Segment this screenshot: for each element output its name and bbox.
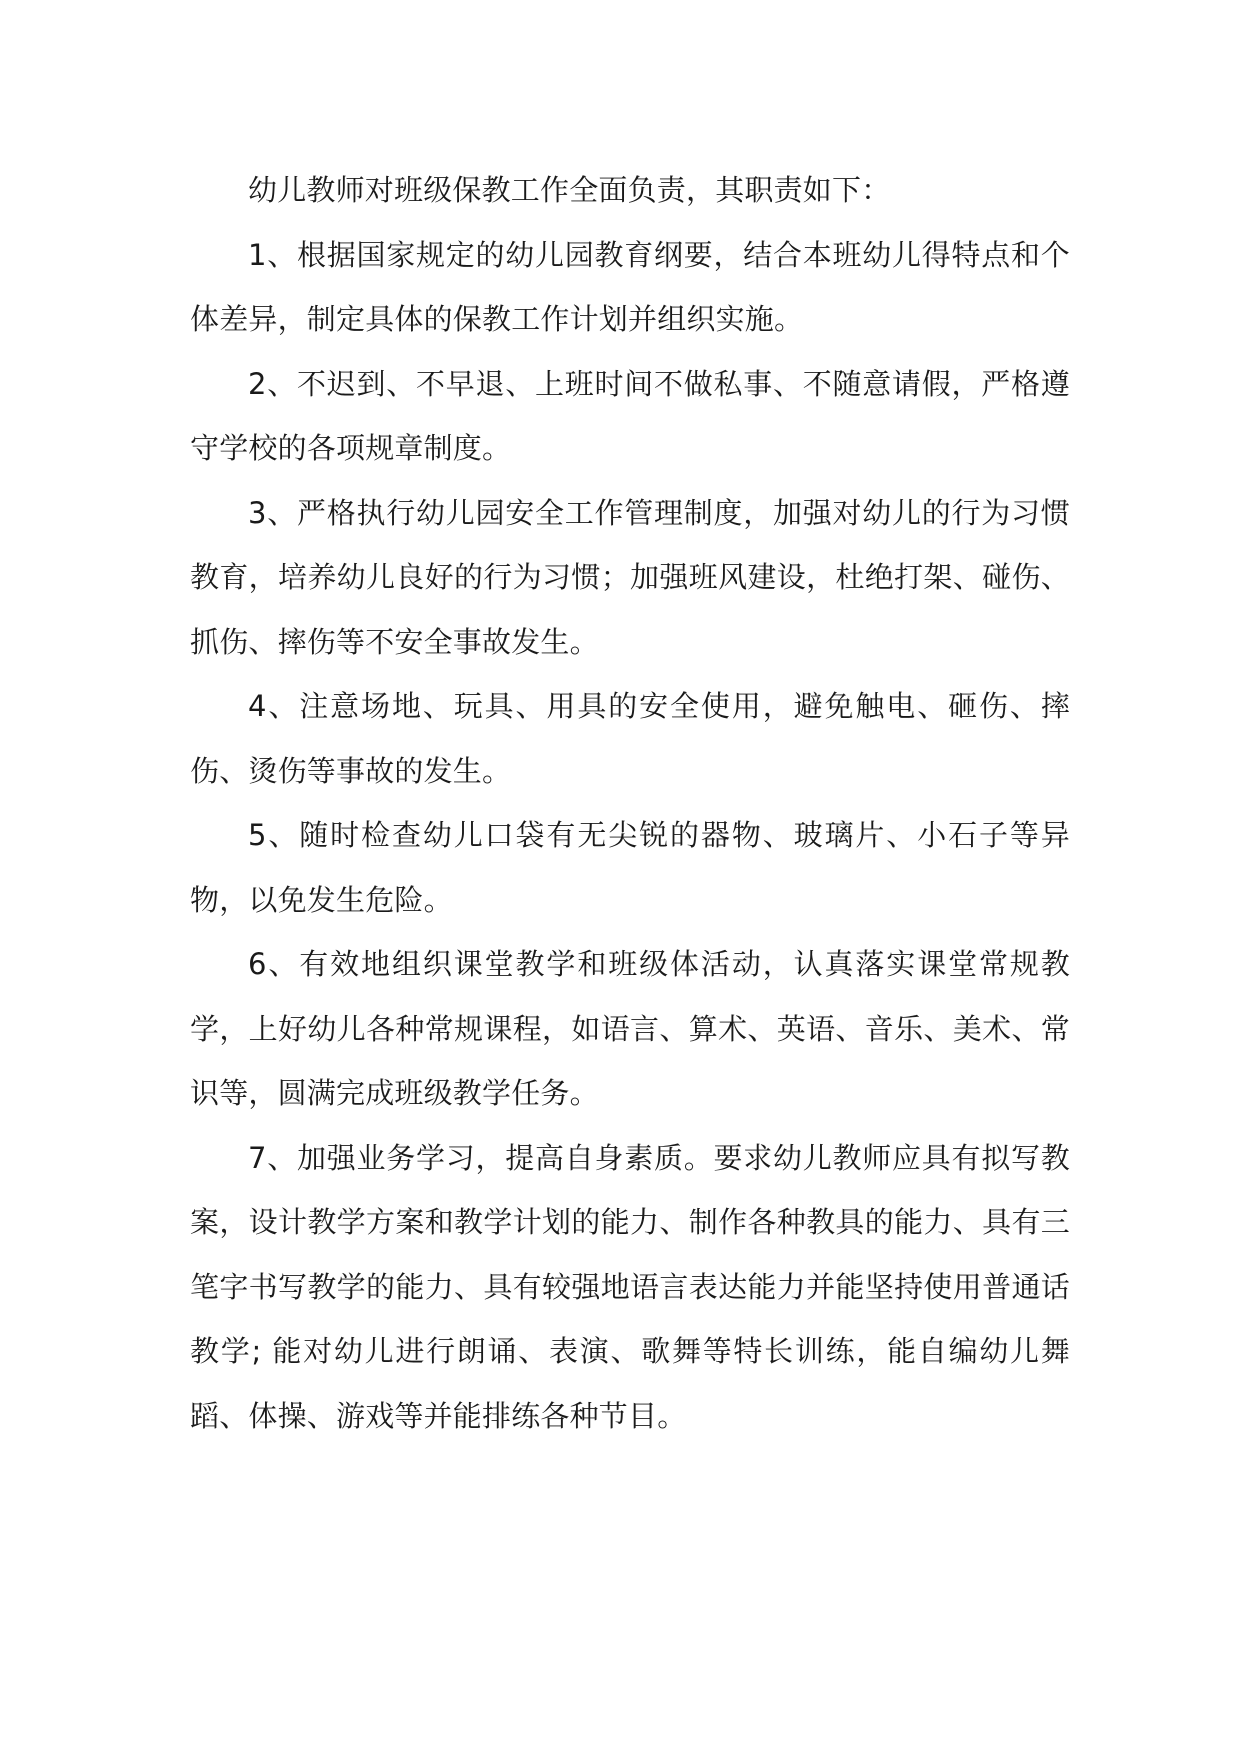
duty-item-7: 7、加强业务学习，提高自身素质。要求幼儿教师应具有拟写教案，设计教学方案和教学计划的能力、制作各种教具的能力、具有三笔字书写教学的能力、具有较强地语言表达能力并能坚持使用普通话教学; 能对幼儿进行朗诵、表演、歌舞等特长训练，能自编幼儿舞蹈、体操、游戏等并能排练各种节目。 (190, 1140, 1070, 1433)
document-body (190, 158, 1070, 1448)
duty-item-5: 5、随时检查幼儿口袋有无尖锐的器物、玻璃片、小石子等异物，以免发生危险。 (190, 818, 1070, 917)
duty-item-1: 1、根据国家规定的幼儿园教育纲要，结合本班幼儿得特点和个体差异，制定具体的保教工作计划并组织实施。 (190, 237, 1070, 336)
intro-paragraph: 幼儿教师对班级保教工作全面负责，其职责如下： (248, 173, 891, 207)
duty-item-6: 6、有效地组织课堂教学和班级体活动，认真落实课堂常规教学，上好幼儿各种常规课程，如语言、算术、英语、音乐、美术、常识等，圆满完成班级教学任务。 (190, 947, 1070, 1110)
duty-item-3: 3、严格执行幼儿园安全工作管理制度，加强对幼儿的行为习惯教育，培养幼儿良好的行为习惯；加强班风建设，杜绝打架、碰伤、抓伤、摔伤等不安全事故发生。 (190, 495, 1070, 659)
duty-item-2: 2、不迟到、不早退、上班时间不做私事、不随意请假，严格遵守学校的各项规章制度。 (190, 366, 1070, 465)
duty-item-4: 4、注意场地、玩具、用具的安全使用，避免触电、砸伤、摔伤、烫伤等事故的发生。 (190, 689, 1070, 788)
